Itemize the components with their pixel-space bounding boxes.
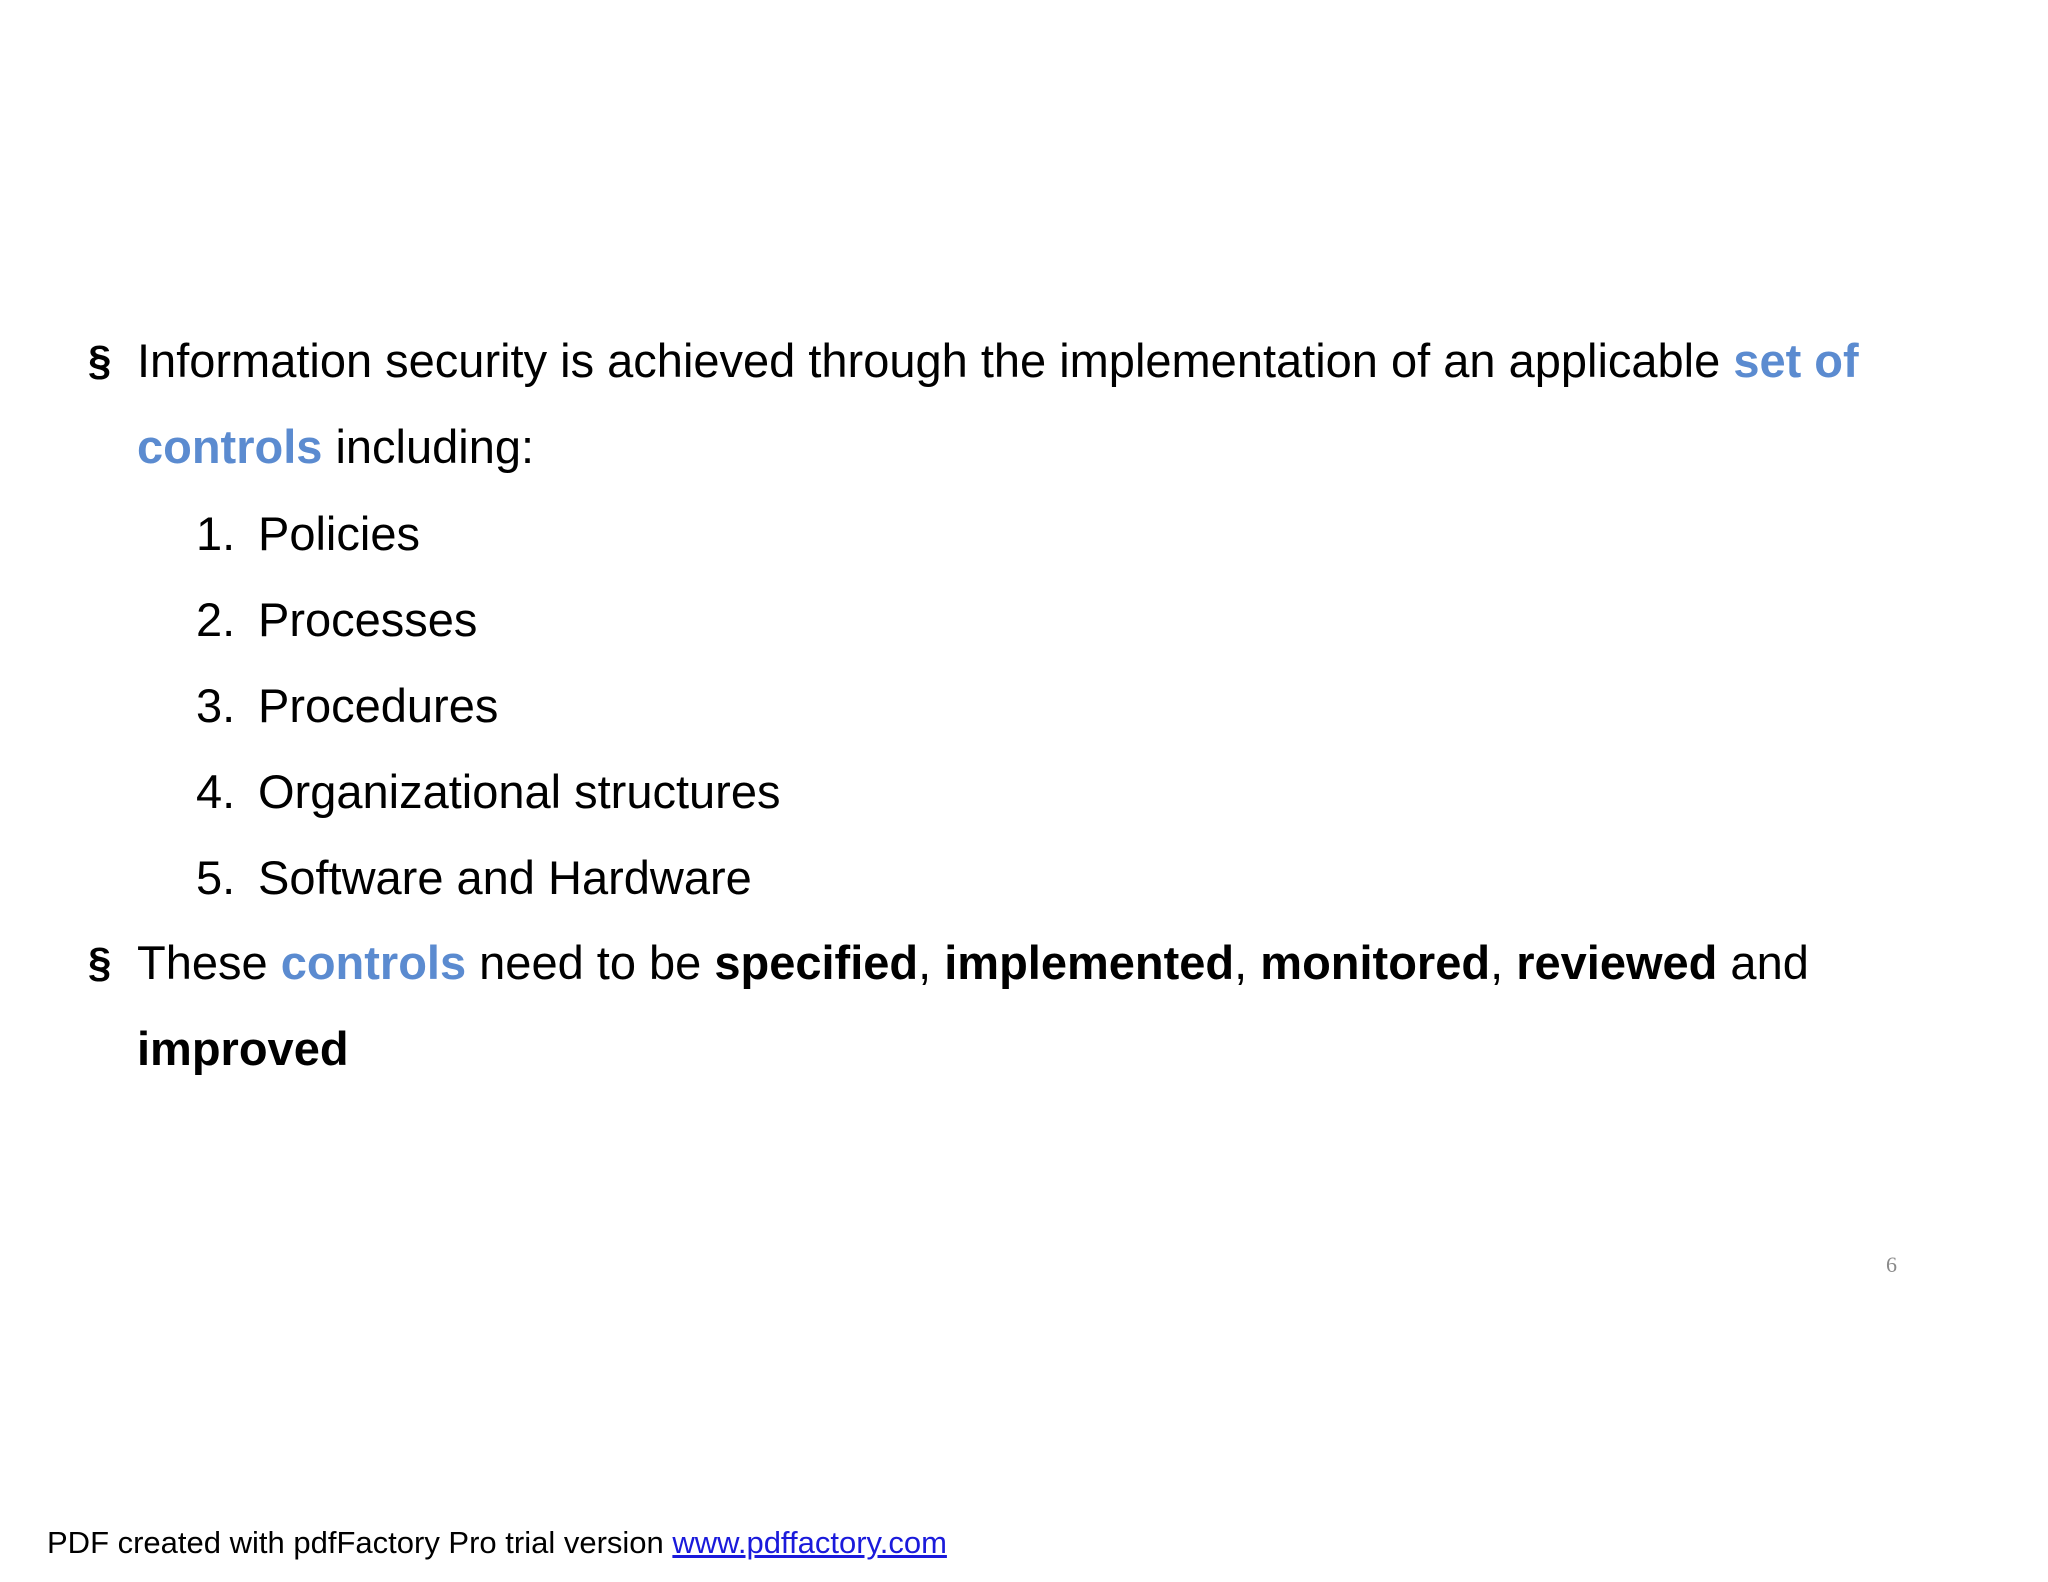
bullet-2-separator: , bbox=[1234, 936, 1261, 989]
bullet-1-text bbox=[137, 318, 1968, 490]
list-label: Procedures bbox=[258, 679, 499, 732]
bullet-paragraph-1 bbox=[88, 318, 1968, 490]
section-bullet-icon: § bbox=[88, 939, 112, 986]
list-label: Organizational structures bbox=[258, 765, 781, 818]
bullet-1-text-after: including: bbox=[322, 420, 535, 473]
bullet-2-separator: , bbox=[918, 936, 945, 989]
controls-list bbox=[196, 491, 780, 921]
list-item bbox=[196, 749, 780, 835]
bullet-2-bold-term: reviewed bbox=[1516, 936, 1718, 989]
bullet-2-text bbox=[137, 920, 1968, 1092]
list-item bbox=[196, 663, 780, 749]
list-label: Processes bbox=[258, 593, 478, 646]
bullet-1-highlight: set of controls bbox=[137, 334, 1859, 473]
page-number: 6 bbox=[1886, 1252, 1897, 1277]
list-label: Policies bbox=[258, 507, 420, 560]
bullet-2-text-part: and bbox=[1717, 936, 1809, 989]
list-label: Software and Hardware bbox=[258, 851, 752, 904]
pdffactory-link[interactable]: www.pdffactory.com bbox=[672, 1525, 947, 1560]
list-number: 2. bbox=[196, 593, 236, 646]
bullet-2-text-part: need to be bbox=[466, 936, 715, 989]
bullet-2-bold-term: monitored bbox=[1260, 936, 1491, 989]
list-item bbox=[196, 491, 780, 577]
list-number: 3. bbox=[196, 679, 236, 732]
bullet-2-bold-term: specified bbox=[714, 936, 919, 989]
list-item bbox=[196, 835, 780, 921]
footer-text: PDF created with pdfFactory Pro trial version bbox=[47, 1525, 673, 1560]
bullet-2-separator: , bbox=[1490, 936, 1517, 989]
pdf-footer bbox=[47, 1525, 947, 1561]
bullet-2-bold-term: implemented bbox=[944, 936, 1235, 989]
section-bullet-icon: § bbox=[88, 337, 112, 384]
bullet-paragraph-2 bbox=[88, 920, 1968, 1092]
bullet-1-text-before: Information security is achieved through the implementation of an applicable bbox=[137, 334, 1734, 387]
list-number: 4. bbox=[196, 765, 236, 818]
list-number: 1. bbox=[196, 507, 236, 560]
bullet-2-bold-term: improved bbox=[137, 1022, 349, 1075]
list-number: 5. bbox=[196, 851, 236, 904]
bullet-2-text-part: These bbox=[137, 936, 281, 989]
list-item bbox=[196, 577, 780, 663]
bullet-2-highlight: controls bbox=[280, 936, 467, 989]
